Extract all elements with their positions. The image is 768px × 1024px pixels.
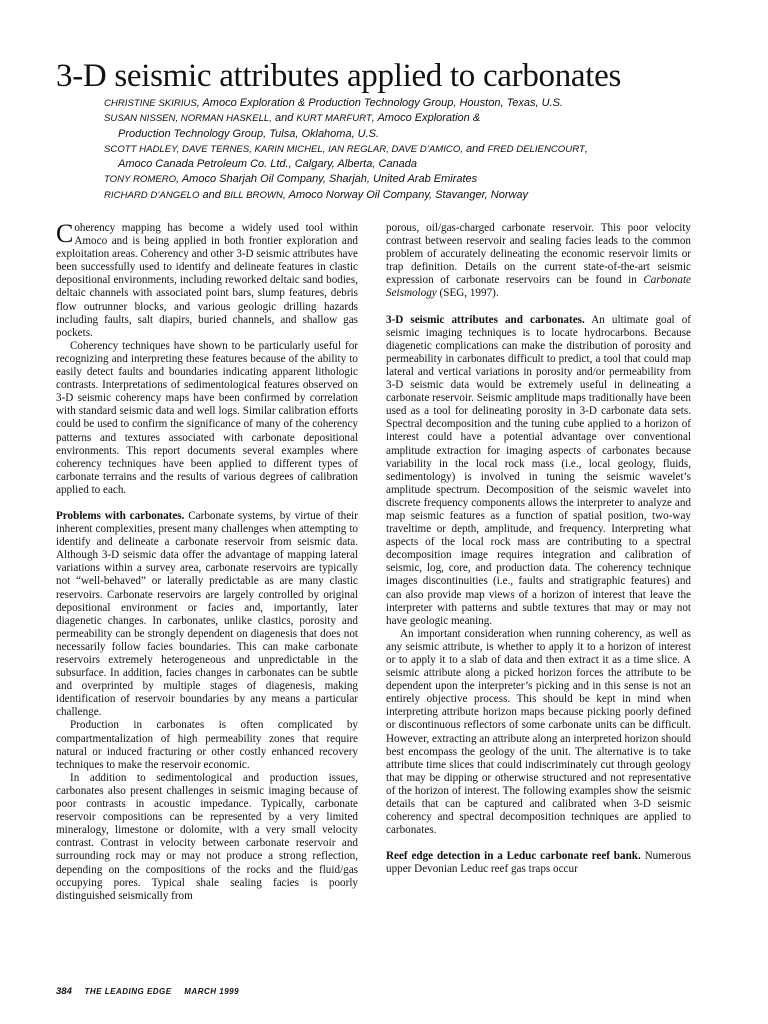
author-names: SUSAN NISSEN, NORMAN HASKELL, [104, 113, 272, 125]
body-paragraph: An important consideration when running coherency, as well as any seismic attribute, is whether to apply it to a horizon of interest or to apply it to a slab of data and then extract it as a time slice. A seismic attribute along a picked horizon forces the attribute to be dependent upon the interpreter’s picking and in this sense is not an entirely objective process. This should be kept in mind when interpreting attribute horizon maps because picking poorly defined or discontinuous reflectors of some carbonate units can be difficult. However, extracting an attribute along an interpreted horizon should best encompass the geology of the unit. The alternative is to take attribute time slices that could indiscriminately cut through geology that may be dipping or otherwise structured and not representative of the horizon of interest. The following examples show the seismic details that can be captured and calibrated when 3-D seismic coherency and spectral decomposition techniques are applied to carbonates. [386, 627, 691, 837]
body-paragraph: Coherency techniques have shown to be particularly useful for recognizing and interpreting these features because of the ability to easily detect faults and boundaries indicating apparent lithologic contrasts. Interpretations of sedimentological features observed on 3-D seismic coherency maps have been confirmed by correlation with standard seismic data and well logs. Similar calibration efforts could be used to confirm the significance of many of the coherency patterns and textures associated with carbonate depositional environments. This report documents several examples where coherency techniques have been applied to different types of carbonate terrains and the results of various degrees of calibration applied to each. [56, 339, 358, 496]
author-line [104, 142, 744, 157]
author-names: CHRISTINE SKIRIUS [104, 98, 197, 109]
paragraph-text: An ultimate goal of seismic imaging techniques is to locate hydrocarbons. Because diagenetic complications can make the distribution of porosity and permeability in carbonates difficult to predict, a tool that could map lateral and vertical variations in porosity and/or permeability from 3-D seismic data would be extremely useful in delineating a carbonate reservoir. Seismic amplitude maps traditionally have been used as a tool for delineating porosity in 3-D carbonate data sets. Spectral decomposition and the tuning cube applied to a horizon of interest could have a potential advantage over conventional amplitude extraction for imaging aspects of carbonates because variability in the local rock mass (i.e., local geology, fluids, sedimentology) is involved in tuning the seismic wavelet’s amplitude spectrum. Decomposition of the seismic wavelet into discrete frequency components allows the interpreter to analyze and map seismic features as a function of spatial position, two-way traveltime or depth, amplitude, and frequency. Interpreting what aspects of the local rock mass are contributing to a spectral decomposition image requires integration and calibration of seismic, log, core, and production data. The coherency technique images discontinuities (i.e., faults and stratigraphic features) and can also provide map views of a horizon of interest that leave the interpreter with patterns and subtle textures that may or may not have geologic meaning. [386, 313, 691, 627]
body-column-right [386, 222, 691, 877]
author-names: BILL BROWN [223, 189, 283, 201]
author-conjunction: and [462, 142, 488, 155]
paragraph-text: Numerous upper Devonian Leduc reef gas traps occur [386, 850, 691, 876]
book-title: Carbonate Seismology [386, 274, 691, 300]
body-column-left [56, 219, 358, 903]
author-affiliation: , Amoco Sharjah Oil Company, Sharjah, United Arab Emirates [176, 173, 478, 186]
author-names: TONY ROMERO [104, 174, 177, 186]
body-paragraph [386, 850, 691, 876]
author-line [104, 111, 744, 126]
author-names: SCOTT HADLEY, DAVE TERNES, KARIN MICHEL, IAN REGLAR, DAVE D’AMICO, [104, 143, 463, 155]
author-affiliation-line: Production Technology Group, Tulsa, Oklahoma, U.S. [118, 127, 380, 140]
drop-cap: C [56, 219, 74, 248]
author-affiliation: , Amoco Norway Oil Company, Stavanger, Norway [282, 188, 529, 201]
author-line [104, 96, 744, 111]
body-paragraph [386, 222, 691, 301]
paragraph-text: porous, oil/gas-charged carbonate reservoir. This poor velocity contrast between reservoir and sealing facies leads to the common problem of accurately delineating the economic reservoir limits or trap definition. Details on the current state-of-the-art seismic expression of carbonate reservoirs can be found in [386, 222, 691, 287]
body-paragraph [386, 314, 691, 628]
page-footer [56, 986, 239, 997]
author-affiliation: , [584, 142, 588, 155]
author-affiliation-line: Amoco Canada Petroleum Co. Ltd., Calgary, Alberta, Canada [118, 158, 417, 171]
body-paragraph: Production in carbonates is often complicated by compartmentalization of high permeability zones that require natural or induced fracturing or other costly enhanced recovery techniques to make the reservoir economic. [56, 719, 358, 771]
author-names: FRED DELIENCOURT [487, 143, 585, 155]
paragraph-text: oherency mapping has become a widely used tool within Amoco and is being applied in both frontier exploration and exploitation areas. Coherency and other 3-D seismic attributes have been successfully used to identify and delineate features in clastic depositional environments, including reworked deltaic sand bodies, deltaic channels with associated point bars, slump features, debris flow outrunner blocks, and various geologic drilling hazards including faults, salt diapirs, buried channels, and shallow gas pockets. [56, 222, 358, 339]
paragraph-text: (SEG, 1997). [436, 287, 499, 300]
author-conjunction: and [271, 112, 297, 125]
section-heading: Problems with carbonates. [56, 509, 185, 522]
section-heading: Reef edge detection in a Leduc carbonate reef bank. [386, 850, 641, 863]
body-paragraph [56, 510, 358, 720]
author-affiliation: , Amoco Exploration & [371, 112, 481, 125]
author-line [104, 172, 744, 187]
author-affiliation: , Amoco Exploration & Production Technology Group, Houston, Texas, U.S. [196, 97, 564, 109]
page-number: 384 [56, 986, 72, 997]
author-names: KURT MARFURT [296, 113, 372, 125]
issue-date: MARCH 1999 [184, 987, 240, 996]
author-names: RICHARD D’ANGELO [104, 189, 200, 201]
body-paragraph: In addition to sedimentological and production issues, carbonates also present challenges in seismic imaging because of poor contrasts in acoustic impedance. Typically, carbonate reservoir compositions can be represented by a very limited mineralogy, limestone or dolomite, with a very small velocity contrast. Contrast in velocity between carbonate reservoir and surrounding rock may or may not produce a strong reflection, depending on the compositions of the rocks and the fluid/gas occupying pores. Typical shale sealing facies is poorly distinguished seismically from [56, 771, 358, 902]
paper-title: 3-D seismic attributes applied to carbonates [56, 58, 622, 94]
author-conjunction: and [199, 188, 224, 201]
paragraph-text: Carbonate systems, by virtue of their inherent complexities, present many challenges when attempting to identify and delineate a carbonate reservoir from seismic data. Although 3-D seismic data offer the advantage of mapping lateral variations within a survey area, carbonate reservoirs are typically not “well-behaved” or laterally predictable as are many clastic reservoirs. Carbonate reservoirs are largely controlled by original depositional environment or facies and, importantly, later diagenetic changes. In carbonates, unlike clastics, porosity and permeability can be strongly dependent on diagenesis that does not necessarily follow facies boundaries. This can make carbonate reservoirs extremely heterogeneous and unpredictable in the subsurface. In addition, facies changes in carbonates can be subtle and overprinted by multiple stages of diagenesis, making identification of reservoir boundaries by any means a particular challenge. [56, 509, 358, 719]
section-heading: 3-D seismic attributes and carbonates. [386, 313, 585, 326]
author-line [104, 188, 744, 203]
body-paragraph [56, 219, 358, 340]
journal-name: THE LEADING EDGE [84, 987, 172, 996]
author-list [104, 96, 744, 203]
